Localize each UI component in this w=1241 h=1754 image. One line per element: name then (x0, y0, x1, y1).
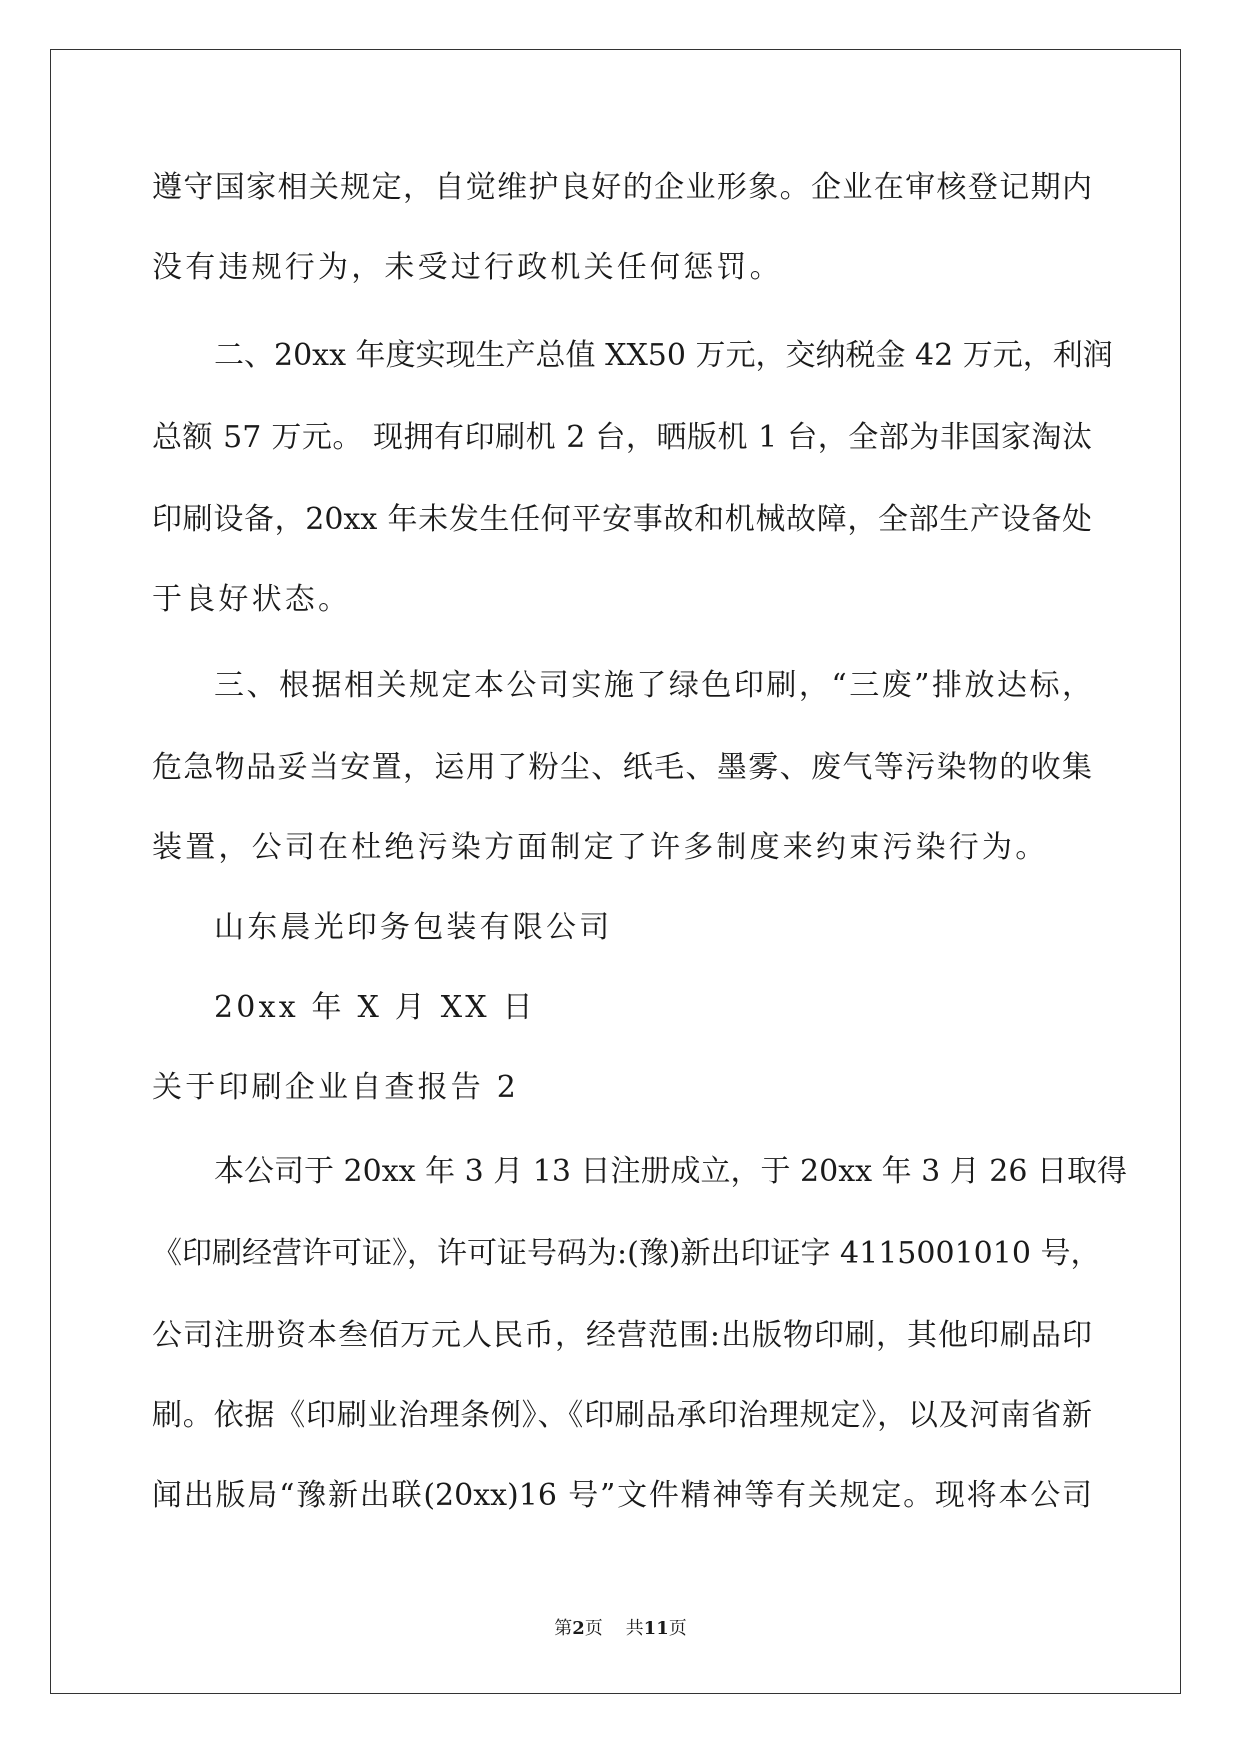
body-line: 没有违规行为，未受过行政机关任何惩罚。 (152, 250, 783, 285)
body-line: 遵守国家相关规定，自觉维护良好的企业形象。企业在审核登记期内 (152, 170, 1092, 205)
body-line: 三、根据相关规定本公司实施了绿色印刷，“三废”排放达标， (214, 668, 1092, 703)
page-prefix: 第 (554, 1618, 573, 1639)
body-line: 本公司于 20xx 年 3 月 13 日注册成立，于 20xx 年 3 月 26 日取得 (214, 1154, 1127, 1189)
body-line: 公司注册资本叁佰万元人民币，经营范围:出版物印刷，其他印刷品印 (152, 1318, 1092, 1353)
page-suffix: 页 (584, 1618, 603, 1639)
body-line: 刷。依据《印刷业治理条例》、《印刷品承印治理规定》，以及河南省新 (152, 1398, 1092, 1433)
body-line: 总额 57 万元。 现拥有印刷机 2 台，晒版机 1 台，全部为非国家淘汰 (152, 420, 1092, 455)
page-footer (0, 1614, 1241, 1640)
company-name: 山东晨光印务包装有限公司 (214, 910, 613, 945)
body-line: 危急物品妥当安置，运用了粉尘、纸毛、墨雾、废气等污染物的收集 (152, 750, 1092, 785)
body-line: 二、20xx 年度实现生产总值 XX50 万元，交纳税金 42 万元，利润 (214, 338, 1113, 373)
body-line: 《印刷经营许可证》，许可证号码为:(豫)新出印证字 4115001010 号， (152, 1236, 1101, 1271)
section-title: 关于印刷企业自查报告 2 (152, 1070, 520, 1105)
total-pages: 11 (643, 1618, 669, 1639)
body-line: 印刷设备，20xx 年未发生任何平安事故和机械故障，全部生产设备处 (152, 502, 1092, 537)
total-suffix: 页 (668, 1618, 687, 1639)
date-line: 20xx 年 X 月 XX 日 (214, 990, 536, 1025)
body-line: 闻出版局“豫新出联(20xx)16 号”文件精神等有关规定。现将本公司 (152, 1478, 1092, 1513)
total-prefix: 共 (625, 1618, 644, 1639)
body-line: 装置，公司在杜绝污染方面制定了许多制度来约束污染行为。 (152, 830, 1049, 865)
page-border (50, 49, 1181, 1694)
page-number: 2 (572, 1618, 585, 1639)
body-line: 于良好状态。 (152, 582, 352, 617)
